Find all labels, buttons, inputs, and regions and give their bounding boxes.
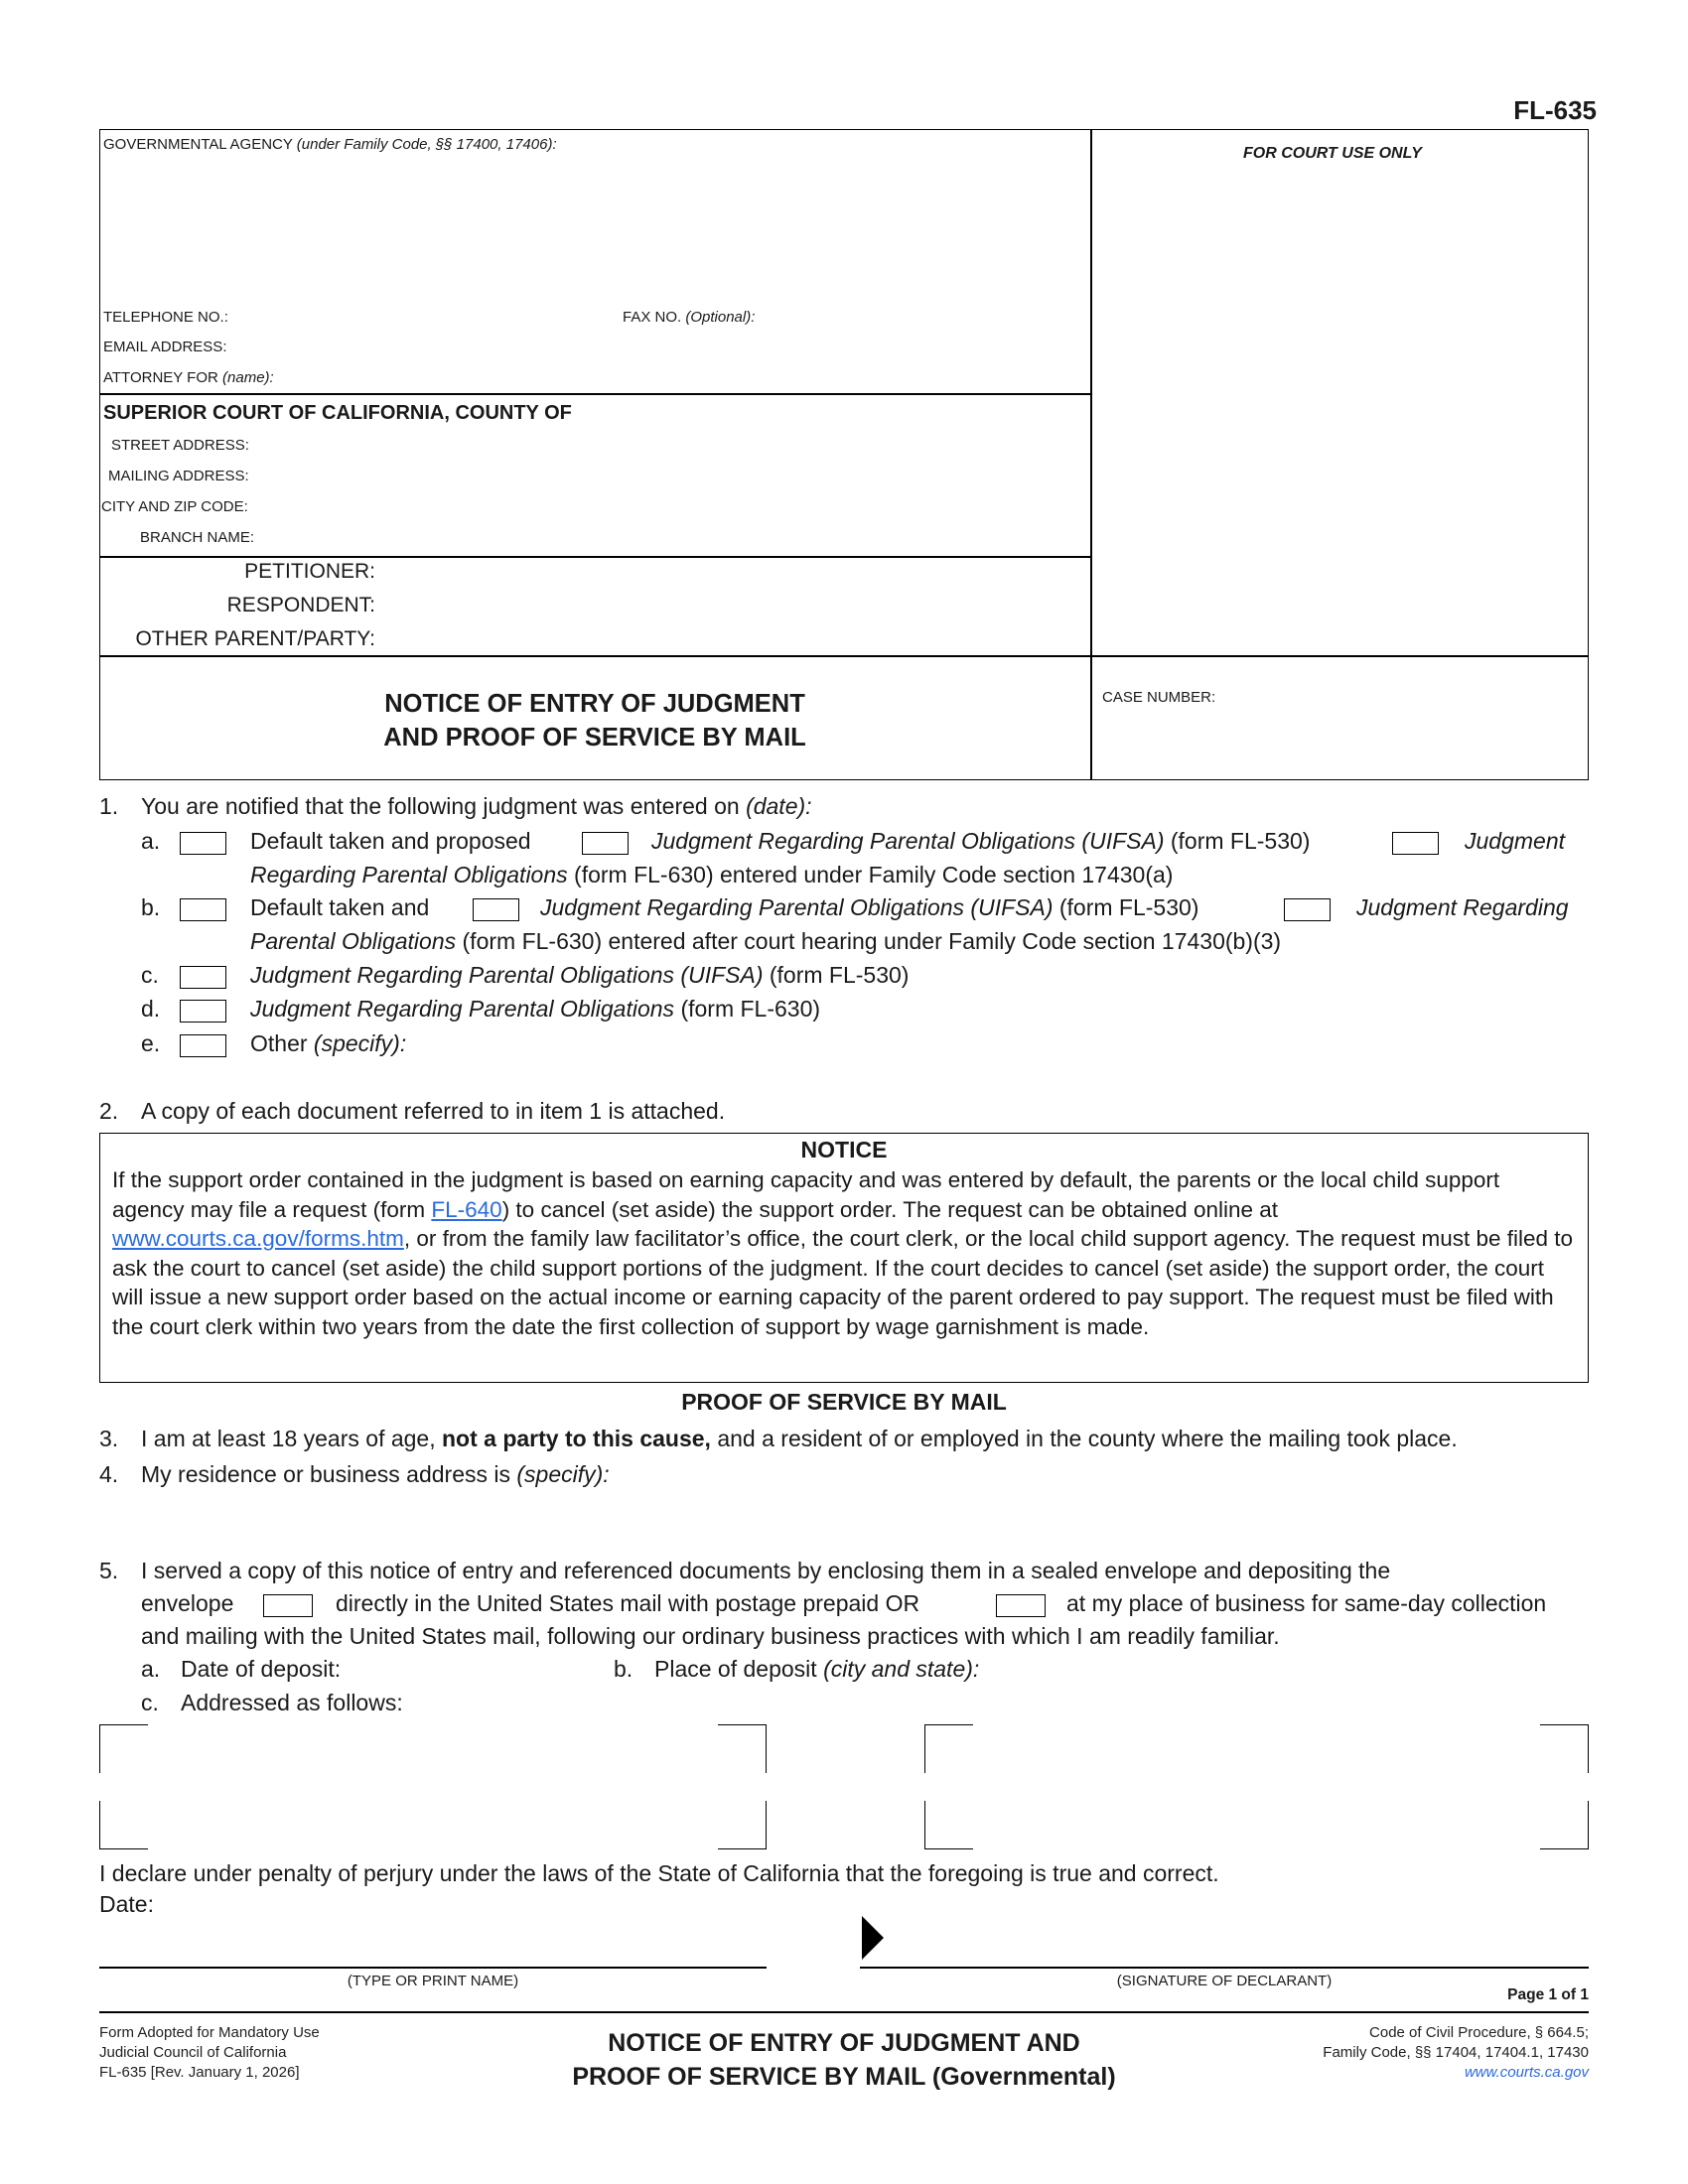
mailing-address-field[interactable]	[270, 464, 1082, 485]
address-box-2-corner-tl	[924, 1724, 973, 1773]
item5b-letter: b.	[614, 1656, 633, 1682]
judgment-date-field[interactable]	[884, 790, 1579, 816]
item1b-line2	[250, 928, 1281, 955]
caption-title-line2: AND PROOF OF SERVICE BY MAIL	[383, 724, 806, 751]
email-label: EMAIL ADDRESS:	[103, 339, 227, 355]
item1e-text	[250, 1030, 406, 1057]
forms-website-link[interactable]: www.courts.ca.gov/forms.htm	[112, 1226, 404, 1251]
branch-name-field[interactable]	[270, 525, 1082, 547]
signature-of-declarant-label: (SIGNATURE OF DECLARANT)	[1116, 1973, 1333, 1989]
notice-paragraph	[112, 1165, 1577, 1341]
address-box-1-corner-br	[718, 1801, 767, 1849]
caption-title	[99, 687, 1090, 754]
agency-label	[103, 136, 557, 153]
item1b-line2-text: (form FL-630) entered after court hearing under Family Code section 17430(b)(3)	[462, 928, 1282, 954]
other-parent-field[interactable]	[383, 625, 1078, 653]
item5-line1: I served a copy of this notice of entry and referenced documents by enclosing them in a sealed envelope and depositing the	[141, 1558, 1391, 1583]
item2-number: 2.	[99, 1098, 119, 1124]
respondent-label: RESPONDENT:	[226, 594, 375, 616]
notice-text-1: If the support order contained in the judgment is based on earning capacity and was entered by default, the parents or the local child support agency may file a request (form	[112, 1167, 1500, 1222]
footer-left-line1: Form Adopted for Mandatory Use	[99, 2024, 320, 2041]
respondent-field[interactable]	[383, 592, 1078, 619]
item1a-uifsa-title: Judgment Regarding Parental Obligations (UIFSA)	[651, 828, 1165, 854]
case-number-field[interactable]	[1102, 711, 1579, 770]
item4-specify: (specify):	[516, 1461, 610, 1487]
item1b-letter: b.	[141, 894, 161, 920]
signature-line	[860, 1967, 1589, 1969]
date-of-deposit-field[interactable]	[357, 1654, 606, 1680]
item1c-form: (form FL-530)	[769, 962, 910, 988]
item4-text	[141, 1461, 610, 1488]
other-parent-label: OTHER PARENT/PARTY:	[135, 627, 375, 650]
date-of-deposit-label: Date of deposit:	[181, 1656, 342, 1682]
signature-field[interactable]	[860, 1926, 1589, 1966]
caption-vertical-divider	[1090, 129, 1092, 780]
item1c-title: Judgment Regarding Parental Obligations (UIFSA)	[250, 962, 764, 988]
agency-label-note: (under Family Code, §§ 17400, 17406):	[296, 136, 557, 153]
place-of-deposit-text: Place of deposit	[654, 1656, 817, 1682]
item3-text-2: and a resident of or employed in the county where the mailing took place.	[717, 1426, 1458, 1451]
county-field[interactable]	[628, 399, 1082, 425]
item1-text	[141, 793, 812, 820]
item1b-text1: Default taken and	[250, 894, 430, 920]
item1a-letter: a.	[141, 828, 161, 854]
attorney-for-label	[103, 369, 274, 386]
place-of-deposit-note: (city and state):	[823, 1656, 980, 1682]
notice-heading: NOTICE	[800, 1137, 888, 1162]
item5-envelope: envelope	[141, 1590, 234, 1616]
item1d-checkbox[interactable]	[180, 1000, 226, 1023]
court-use-label: FOR COURT USE ONLY	[1243, 145, 1422, 162]
item5c-letter: c.	[141, 1690, 159, 1715]
item1c-text	[250, 962, 909, 989]
item1a-uifsa-checkbox[interactable]	[582, 832, 629, 855]
address-box-1-corner-tr	[718, 1724, 767, 1773]
item1a-text1: Default taken and proposed	[250, 828, 531, 854]
item1b-uifsa-checkbox[interactable]	[473, 898, 519, 921]
caption-title-line1: NOTICE OF ENTRY OF JUDGMENT	[384, 690, 805, 718]
item1d-form: (form FL-630)	[680, 996, 821, 1022]
fax-label-text: FAX NO.	[623, 309, 682, 326]
item1b-fl630-title-text: Judgment Regarding	[1356, 894, 1569, 920]
item1a-fl630-title-text: Judgment	[1465, 828, 1566, 854]
item1-text-main: You are notified that the following judgment was entered on	[141, 793, 740, 819]
footer-right	[1323, 2023, 1589, 2083]
attorney-for-field[interactable]	[298, 365, 1082, 387]
item1a-fl630-title	[1465, 828, 1565, 855]
item1a-fl630-checkbox[interactable]	[1392, 832, 1439, 855]
street-address-field[interactable]	[270, 433, 1082, 455]
item1b-uifsa-title: Judgment Regarding Parental Obligations (UIFSA)	[540, 894, 1054, 920]
address-box-2-corner-br	[1540, 1801, 1589, 1849]
attorney-for-note: (name):	[222, 369, 274, 386]
case-number-label: CASE NUMBER:	[1102, 689, 1216, 706]
footer-right-line2: Family Code, §§ 17404, 17404.1, 17430	[1323, 2044, 1589, 2061]
type-print-name-label: (TYPE OR PRINT NAME)	[347, 1973, 519, 1989]
page-number: Page 1 of 1	[1507, 1986, 1589, 2003]
item1d-title: Judgment Regarding Parental Obligations	[250, 996, 675, 1022]
email-field[interactable]	[248, 336, 1082, 357]
item1a-uifsa-text	[651, 828, 1310, 855]
caption-divider-1	[99, 393, 1090, 395]
telephone-field[interactable]	[248, 306, 616, 328]
petitioner-label: PETITIONER:	[244, 560, 375, 583]
item1b-checkbox[interactable]	[180, 898, 226, 921]
item1b-fl630-checkbox[interactable]	[1284, 898, 1331, 921]
item1d-text	[250, 996, 820, 1023]
footer-right-line1: Code of Civil Procedure, § 664.5;	[1369, 2024, 1589, 2041]
declaration-text: I declare under penalty of perjury under the laws of the State of California that the foregoing is true and correct.	[99, 1860, 1219, 1886]
item1c-letter: c.	[141, 962, 159, 988]
item5a-letter: a.	[141, 1656, 161, 1682]
item1a-line2-text: (form FL-630) entered under Family Code section 17430(a)	[574, 862, 1174, 887]
item1-date-note: (date):	[746, 793, 812, 819]
petitioner-field[interactable]	[383, 558, 1078, 586]
footer-title-line1: NOTICE OF ENTRY OF JUDGMENT AND	[608, 2029, 1080, 2057]
place-of-deposit-field[interactable]	[1013, 1654, 1579, 1680]
item1a-checkbox[interactable]	[180, 832, 226, 855]
form-number: FL-635	[1513, 95, 1597, 125]
court-name-label: SUPERIOR COURT OF CALIFORNIA, COUNTY OF	[103, 402, 572, 424]
item1e-specify: (specify):	[313, 1030, 407, 1056]
item1b-uifsa-form: (form FL-530)	[1058, 894, 1199, 920]
fax-field[interactable]	[774, 306, 1082, 328]
item5-line3: and mailing with the United States mail, following our ordinary business practices with which I am readily familiar.	[141, 1623, 1280, 1649]
item1a-uifsa-form: (form FL-530)	[1170, 828, 1311, 854]
city-zip-label: CITY AND ZIP CODE:	[101, 498, 248, 515]
address-box-1-corner-tl	[99, 1724, 148, 1773]
footer-rule	[99, 2011, 1589, 2013]
item1b-fl630-title	[1356, 894, 1569, 921]
fl640-link[interactable]: FL-640	[431, 1196, 502, 1222]
item3-text	[141, 1426, 1458, 1452]
item1b-line2-title: Parental Obligations	[250, 928, 457, 954]
attorney-for-text: ATTORNEY FOR	[103, 369, 218, 386]
item4-text-main: My residence or business address is	[141, 1461, 510, 1487]
notice-text-3: , or from the family law facilitator’s office, the court clerk, or the local child support agency. The request must be filed to ask the court to cancel (set aside) the child support portions of the judgment. If the court decides to cancel (set aside) the support order, the court will issue a new support order based on the actual income or earning capacity of the parent ordered to pay support. The request must be filed with the court clerk within two years from the date the first collection of support by wage garnishment is made.	[112, 1226, 1574, 1339]
mail-directly-checkbox[interactable]	[263, 1594, 313, 1617]
item1-number: 1.	[99, 793, 119, 819]
item4-number: 4.	[99, 1461, 119, 1487]
item3-text-1: I am at least 18 years of age,	[141, 1426, 436, 1451]
proof-heading: PROOF OF SERVICE BY MAIL	[681, 1389, 1007, 1415]
item3-number: 3.	[99, 1426, 119, 1451]
item2-text: A copy of each document referred to in item 1 is attached.	[141, 1098, 726, 1124]
footer-title-line2: PROOF OF SERVICE BY MAIL (Governmental)	[572, 2063, 1116, 2091]
fax-label-note: (Optional):	[685, 309, 756, 326]
address-box-2[interactable]	[924, 1724, 1589, 1849]
footer-left-line3: FL-635 [Rev. January 1, 2026]	[99, 2064, 300, 2081]
item1e-other: Other	[250, 1030, 308, 1056]
declaration-date-field[interactable]	[164, 1889, 660, 1915]
item1e-specify-field[interactable]	[427, 1028, 1579, 1056]
footer-left-line2: Judicial Council of California	[99, 2044, 287, 2061]
mail-directly-text: directly in the United States mail with postage prepaid OR	[336, 1590, 920, 1616]
address-box-1-corner-bl	[99, 1801, 148, 1849]
item1b-uifsa-text	[540, 894, 1198, 921]
mailing-address-label: MAILING ADDRESS:	[108, 468, 249, 484]
agency-label-text: GOVERNMENTAL AGENCY	[103, 136, 293, 153]
addressed-as-follows-label: Addressed as follows:	[181, 1690, 403, 1715]
caption-divider-3	[99, 655, 1589, 657]
address-box-2-corner-bl	[924, 1801, 973, 1849]
item1a-line2	[250, 862, 1173, 888]
city-zip-field[interactable]	[270, 494, 1082, 516]
fax-label	[623, 309, 755, 326]
notice-text-2: ) to cancel (set aside) the support order. The request can be obtained online at	[501, 1196, 1279, 1222]
item3-bold: not a party to this cause,	[442, 1426, 711, 1451]
address-box-2-corner-tr	[1540, 1724, 1589, 1773]
name-field[interactable]	[99, 1926, 767, 1966]
item5-number: 5.	[99, 1558, 119, 1583]
telephone-label: TELEPHONE NO.:	[103, 309, 228, 326]
item1e-letter: e.	[141, 1030, 161, 1056]
place-of-deposit-label	[654, 1656, 979, 1683]
street-address-label: STREET ADDRESS:	[111, 437, 249, 454]
item1c-checkbox[interactable]	[180, 966, 226, 989]
address-box-1[interactable]	[99, 1724, 767, 1849]
place-of-business-text: at my place of business for same-day collection	[1066, 1590, 1547, 1616]
date-label: Date:	[99, 1891, 154, 1917]
item1d-letter: d.	[141, 996, 161, 1022]
footer-left	[99, 2023, 320, 2083]
footer-website-link[interactable]: www.courts.ca.gov	[1464, 2064, 1589, 2081]
place-of-business-checkbox[interactable]	[996, 1594, 1046, 1617]
item1e-checkbox[interactable]	[180, 1034, 226, 1057]
name-line	[99, 1967, 767, 1969]
residence-address-field[interactable]	[655, 1459, 1579, 1519]
item1a-line2-title: Regarding Parental Obligations	[250, 862, 568, 887]
branch-name-label: BRANCH NAME:	[140, 529, 255, 546]
agency-name-field[interactable]	[103, 159, 1076, 308]
footer-title	[447, 2026, 1241, 2094]
